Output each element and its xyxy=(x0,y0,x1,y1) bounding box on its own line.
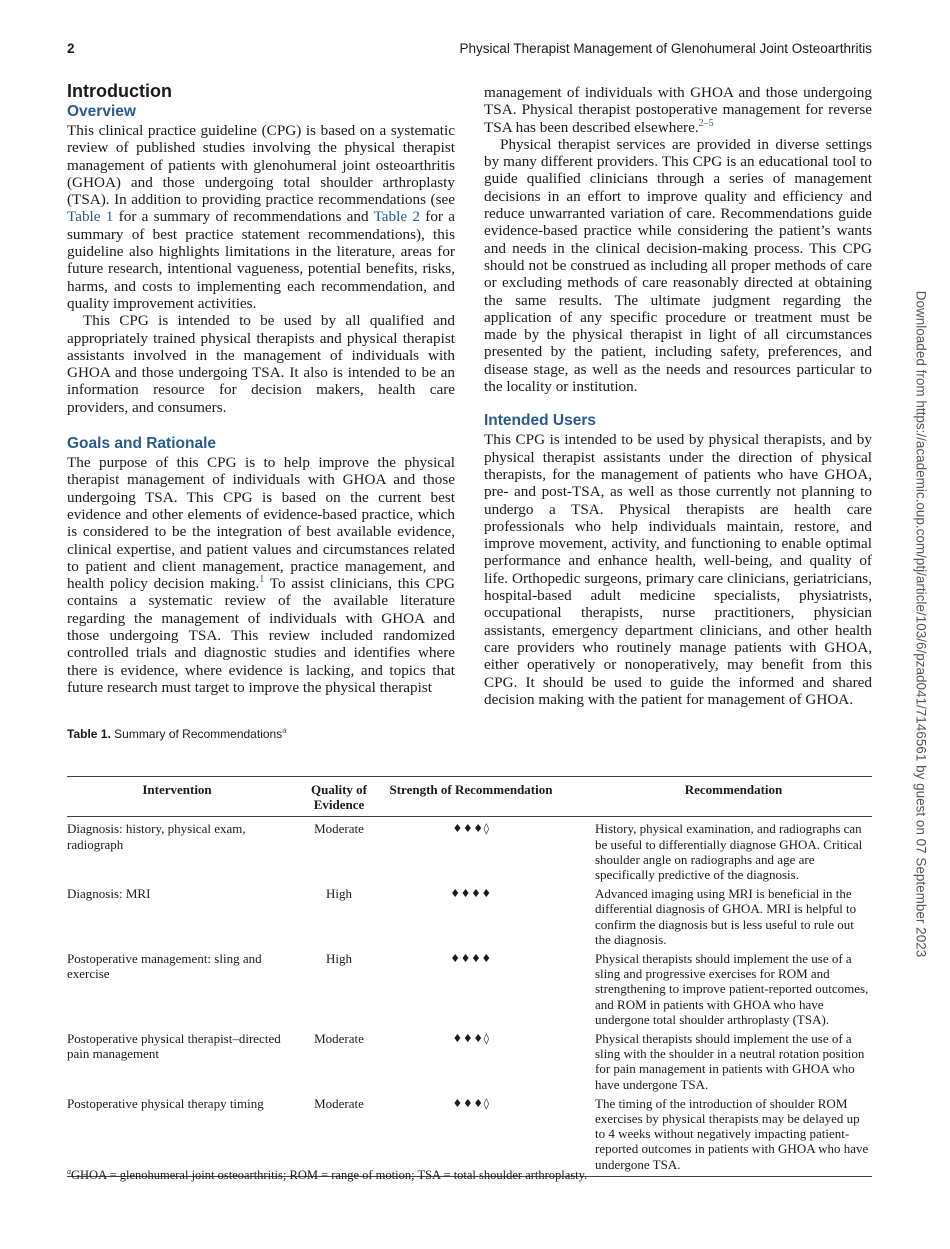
continued-paragraph xyxy=(484,84,872,136)
cell-strength: ♦♦♦♦ xyxy=(450,952,492,966)
header-strength: Strength of Recommendation xyxy=(383,777,559,817)
table-row xyxy=(67,1027,872,1092)
table-1-title: Summary of Recommendations xyxy=(114,727,283,741)
goals-text-a: The purpose of this CPG is to help improve the physical therapist management of individuals with GHOA and those undergoing TSA. This CPG is based on the current best evidence and other elements of evidence-based practice, which is considered to be the integration of best available evidence, clinical expertise, and patient values and circumstances related to patient and client management, practice management, and health policy decision making. xyxy=(67,454,455,593)
reference-2-5-link[interactable]: 2–5 xyxy=(698,117,714,129)
continued-text: management of individuals with GHOA and those undergoing TSA. Physical therapist postoperative management for reverse TSA has been described elsewhere. xyxy=(484,84,872,136)
cell-quality: Moderate xyxy=(295,1092,383,1177)
download-notice: Downloaded from https://academic.oup.com/ptj/article/103/6/pzad041/7146561 by guest on 07 September 2023 xyxy=(913,290,929,958)
overview-text-a: This clinical practice guideline (CPG) is based on a systematic review of published studies involving the physical therapist management of patients with glenohumeral joint osteoarthritis (GHOA) and those undergoing total shoulder arthroplasty (TSA). In addition to providing practice recommendations (see xyxy=(67,122,455,209)
cell-quality: Moderate xyxy=(314,821,364,837)
intended-users-heading: Intended Users xyxy=(484,412,596,430)
cell-intervention: Diagnosis: history, physical exam, radiograph xyxy=(67,821,246,852)
cell-intervention: Diagnosis: MRI xyxy=(67,886,151,902)
goals-paragraph xyxy=(67,454,455,696)
introduction-heading: Introduction xyxy=(67,81,172,101)
download-side-note xyxy=(912,290,930,958)
reference-1-link[interactable]: 1 xyxy=(259,574,265,586)
table-row xyxy=(67,882,872,947)
goals-text-b: To assist clinicians, this CPG contains a systematic review of the available literature regarding the management of individuals with GHOA and those undergoing TSA. This review included randomized controlled trials and diagnostic studies and identifies where there is evidence, where evidence is lacking, and topics that future research must target to improve the physical therapist xyxy=(67,575,455,696)
table-2-link[interactable]: Table 2 xyxy=(373,208,420,226)
left-column xyxy=(67,80,455,696)
header-intervention: Intervention xyxy=(67,777,295,817)
cell-strength: ♦♦♦◊ xyxy=(452,822,490,836)
cell-recommendation: The timing of the introduction of shoulder ROM exercises by physical therapists may be delayed up to 4 weeks without negatively impacting patient-reported outcomes in patients with GHOA who have undergone TSA. xyxy=(559,1092,872,1177)
cell-intervention: Postoperative management: sling and exercise xyxy=(67,951,262,982)
intended-users-paragraph: This CPG is intended to be used by physical therapists, and by physical therapist assistants under the direction of physical therapists, for the management of patients who have GHOA, pre- and post-TSA, as well as those currently not planning to undergo a TSA. Physical therapists are health care professionals who help individuals maintain, restore, and improve movement, activity, and functioning to enable optimal performance and enhance health, well-being, and quality of life. Orthopedic surgeons, primary care clinicians, geriatricians, hospital-based adult medicine specialists, physiatrists, occupational therapists, nurse practitioners, physician assistants, emergency department clinicians, and other health care providers who routinely manage patients with GHOA, either operatively or nonoperatively, may benefit from this CPG. It should be used to guide the informed and shared decision making with the patient for management of GHOA. xyxy=(484,431,872,708)
overview-paragraph-2: This CPG is intended to be used by all qualified and appropriately trained physical therapists and physical therapist assistants involved in the management of individuals with GHOA and those undergoing TSA. It also is intended to be an information resource for decision makers, health care providers, and consumers. xyxy=(67,312,455,416)
running-title: Physical Therapist Management of Glenohumeral Joint Osteoarthritis xyxy=(459,41,872,56)
cell-recommendation: Physical therapists should implement the use of a sling and progressive exercises for ROM and strengthening to improve patient-reported outcomes, and ROM in patients with GHOA who have undergone total shoulder arthroplasty (TSA). xyxy=(595,951,869,1027)
table-row xyxy=(67,817,872,882)
cell-recommendation: Physical therapists should implement the use of a sling with the shoulder in a neutral rotation position for pain management in patients with GHOA who have undergone TSA. xyxy=(595,1031,865,1092)
footnote-mark: a xyxy=(67,1166,71,1176)
cell-quality: Moderate xyxy=(314,1031,364,1047)
cell-intervention: Postoperative physical therapy timing xyxy=(67,1092,295,1177)
table-1-title-note: a xyxy=(282,726,287,735)
overview-heading: Overview xyxy=(67,103,136,120)
cell-quality: High xyxy=(326,951,352,967)
footnote-text: GHOA = glenohumeral joint osteoarthritis; ROM = range of motion; TSA = total shoulder arthroplasty. xyxy=(71,1168,588,1182)
recommendations-table xyxy=(67,776,872,1177)
right-column xyxy=(484,84,872,708)
header-recommendation: Recommendation xyxy=(559,777,872,817)
overview-text-b: for a summary of recommendations and xyxy=(113,208,374,226)
goals-heading: Goals and Rationale xyxy=(67,435,217,453)
table-row xyxy=(67,1092,872,1177)
services-paragraph: Physical therapist services are provided in diverse settings by many different providers. This CPG is an educational tool to guide qualified clinicians through a series of management decisions in an effort to improve quality and efficiency and reduce unwarranted variation of care. Recommendations guide evidence-based practice while considering the patient’s wants and needs in the clinical decision-making process. This CPG should not be construed as including all proper methods of care or excluding methods of care reasonably directed at obtaining the same results. The ultimate judgment regarding the application of any specific procedure or treatment must be made by the physical therapist in light of all circumstances presented by the patient, including safety, preferences, and disease stage, as well as the needs and resources particular to the locality or institution. xyxy=(484,135,872,396)
table-1-link[interactable]: Table 1 xyxy=(67,208,114,226)
running-header xyxy=(67,41,872,59)
table-footnote xyxy=(67,1168,587,1183)
cell-recommendation: Advanced imaging using MRI is beneficial in the differential diagnosis of GHOA. MRI is helpful to confirm the diagnosis but is less useful to rule out the diagnosis. xyxy=(595,886,857,947)
cell-recommendation: History, physical examination, and radiographs can be useful to differentially diagnose GHOA. Critical shoulder angle on radiographs and age are specifically predictive of the diagnosis. xyxy=(595,821,863,883)
overview-text-c: for a summary of best practice statement recommendations), this guideline also highlights limitations in the literature, areas for future research, intentional vagueness, potential benefits, risks, harms, and costs to implementing each recommendation, and quality improvement activities. xyxy=(67,208,455,312)
cell-strength: ♦♦♦◊ xyxy=(452,1032,490,1046)
cell-quality: High xyxy=(326,886,352,902)
overview-paragraph-1 xyxy=(67,122,455,312)
table-1-caption xyxy=(67,727,287,741)
table-1-label: Table 1. xyxy=(67,727,111,741)
cell-intervention: Postoperative physical therapist–directed pain management xyxy=(67,1031,281,1062)
table-header-row xyxy=(67,777,872,817)
cell-strength: ♦♦♦◊ xyxy=(383,1092,559,1177)
table-row xyxy=(67,947,872,1027)
page-number: 2 xyxy=(67,41,75,56)
header-quality: Quality of Evidence xyxy=(295,777,383,817)
cell-strength: ♦♦♦♦ xyxy=(450,887,492,901)
